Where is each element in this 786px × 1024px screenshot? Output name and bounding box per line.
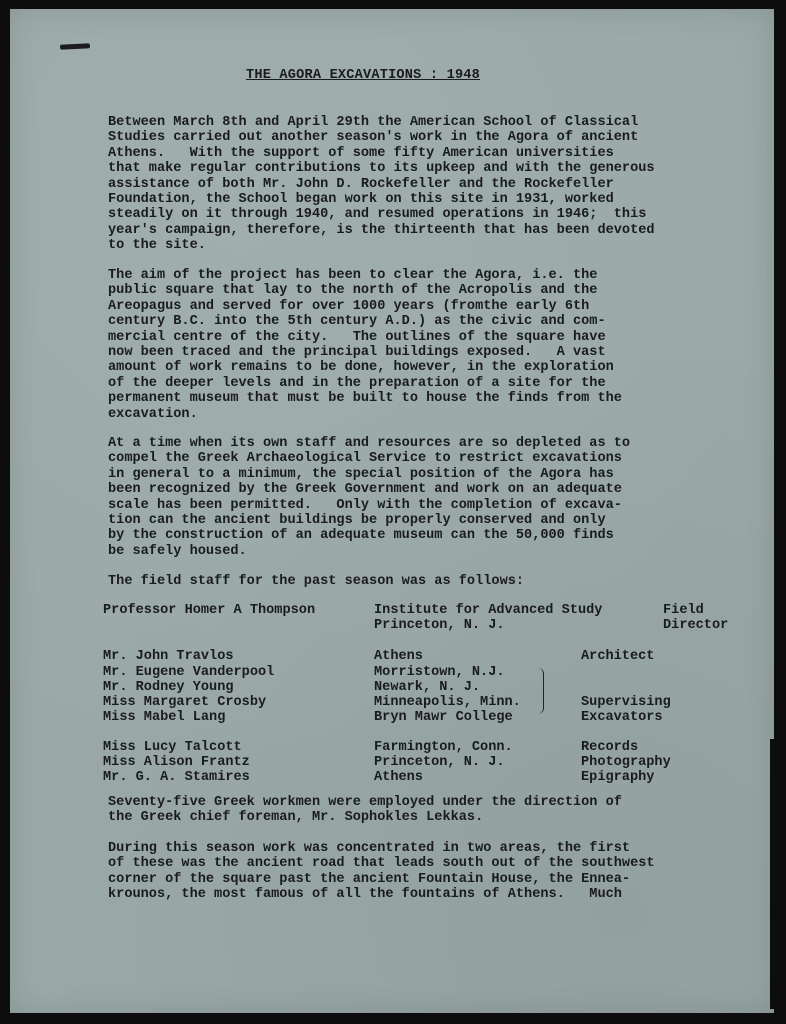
staff-role: Supervising bbox=[581, 695, 671, 710]
staff-role: Architect bbox=[581, 649, 655, 664]
staff-place: Newark, N. J. bbox=[374, 680, 481, 695]
staff-role: Photography bbox=[581, 755, 671, 770]
staff-place: Athens bbox=[374, 770, 423, 785]
staff-name: Miss Lucy Talcott bbox=[103, 740, 242, 755]
staff-name: Mr. John Travlos bbox=[103, 649, 234, 664]
staff-name: Mr. Eugene Vanderpool bbox=[103, 665, 275, 680]
staff-name: Miss Margaret Crosby bbox=[103, 695, 267, 710]
staff-role: Field Director bbox=[663, 603, 729, 634]
typed-page bbox=[10, 9, 774, 1013]
staff-name: Miss Mabel Lang bbox=[103, 710, 226, 725]
paragraph-1: Between March 8th and April 29th the American School of Classical Studies carried out another season's work in the Agora of ancient Athens. With the support of some fifty American universities that make regular contributions to its upkeep and with the generous assistance of both Mr. John D. Rockefeller and the Rockefeller Foundation, the School began work on this site in 1931, worked steadily on it through 1940, and resumed operations in 1946; this year's campaign, therefore, is the thirteenth that has been devoted to the site. bbox=[108, 115, 655, 254]
staff-name: Mr. Rodney Young bbox=[103, 680, 234, 695]
ink-mark bbox=[60, 43, 90, 50]
staff-name: Mr. G. A. Stamires bbox=[103, 770, 250, 785]
staff-role: Epigraphy bbox=[581, 770, 655, 785]
staff-place: Morristown, N.J. bbox=[374, 665, 505, 680]
staff-name: Miss Alison Frantz bbox=[103, 755, 250, 770]
document-title: THE AGORA EXCAVATIONS : 1948 bbox=[246, 68, 481, 83]
staff-place: Bryn Mawr College bbox=[374, 710, 513, 725]
bracket-brace bbox=[537, 668, 544, 714]
paragraph-3: At a time when its own staff and resources are so depleted as to compel the Greek Archaeological Service to restrict excavations in general to a minimum, the special position of the Agora has been recognized by the Greek Government and work on an adequate scale has been permitted. Only with the completion of excava- tion can the ancient buildings be properly conserved and only by the construction of an adequate museum can the 50,000 finds be safely housed. bbox=[108, 436, 631, 559]
paragraph-2: The aim of the project has been to clear the Agora, i.e. the public square that lay to the north of the Acropolis and the Areopagus and served for over 1000 years (fromthe early 6th century B.C. into the 5th century A.D.) as the civic and com- mercial centre of the city. The outlines of the square have now been traced and the principal buildings exposed. A vast amount of work remains to be done, however, in the exploration of the deeper levels and in the preparation of a site for the permanent museum that must be built to house the finds from the excavation. bbox=[108, 268, 622, 422]
staff-role: Records bbox=[581, 740, 639, 755]
staff-name: Professor Homer A Thompson bbox=[103, 603, 316, 618]
staff-place: Minneapolis, Minn. bbox=[374, 695, 521, 710]
paragraph-4: The field staff for the past season was as follows: bbox=[108, 574, 525, 589]
staff-place: Institute for Advanced Study Princeton, N. J. bbox=[374, 603, 603, 634]
torn-edge bbox=[770, 739, 774, 1009]
paragraph-6: During this season work was concentrated in two areas, the first of these was the ancient road that leads south out of the southwest corner of the square past the ancient Fountain House, the Ennea- krounos, the most famous of all the fountains of Athens. Much bbox=[108, 841, 655, 903]
staff-place: Athens bbox=[374, 649, 423, 664]
staff-place: Princeton, N. J. bbox=[374, 755, 505, 770]
staff-role: Excavators bbox=[581, 710, 663, 725]
paragraph-5: Seventy-five Greek workmen were employed under the direction of the Greek chief foreman, Mr. Sophokles Lekkas. bbox=[108, 795, 622, 826]
staff-place: Farmington, Conn. bbox=[374, 740, 513, 755]
